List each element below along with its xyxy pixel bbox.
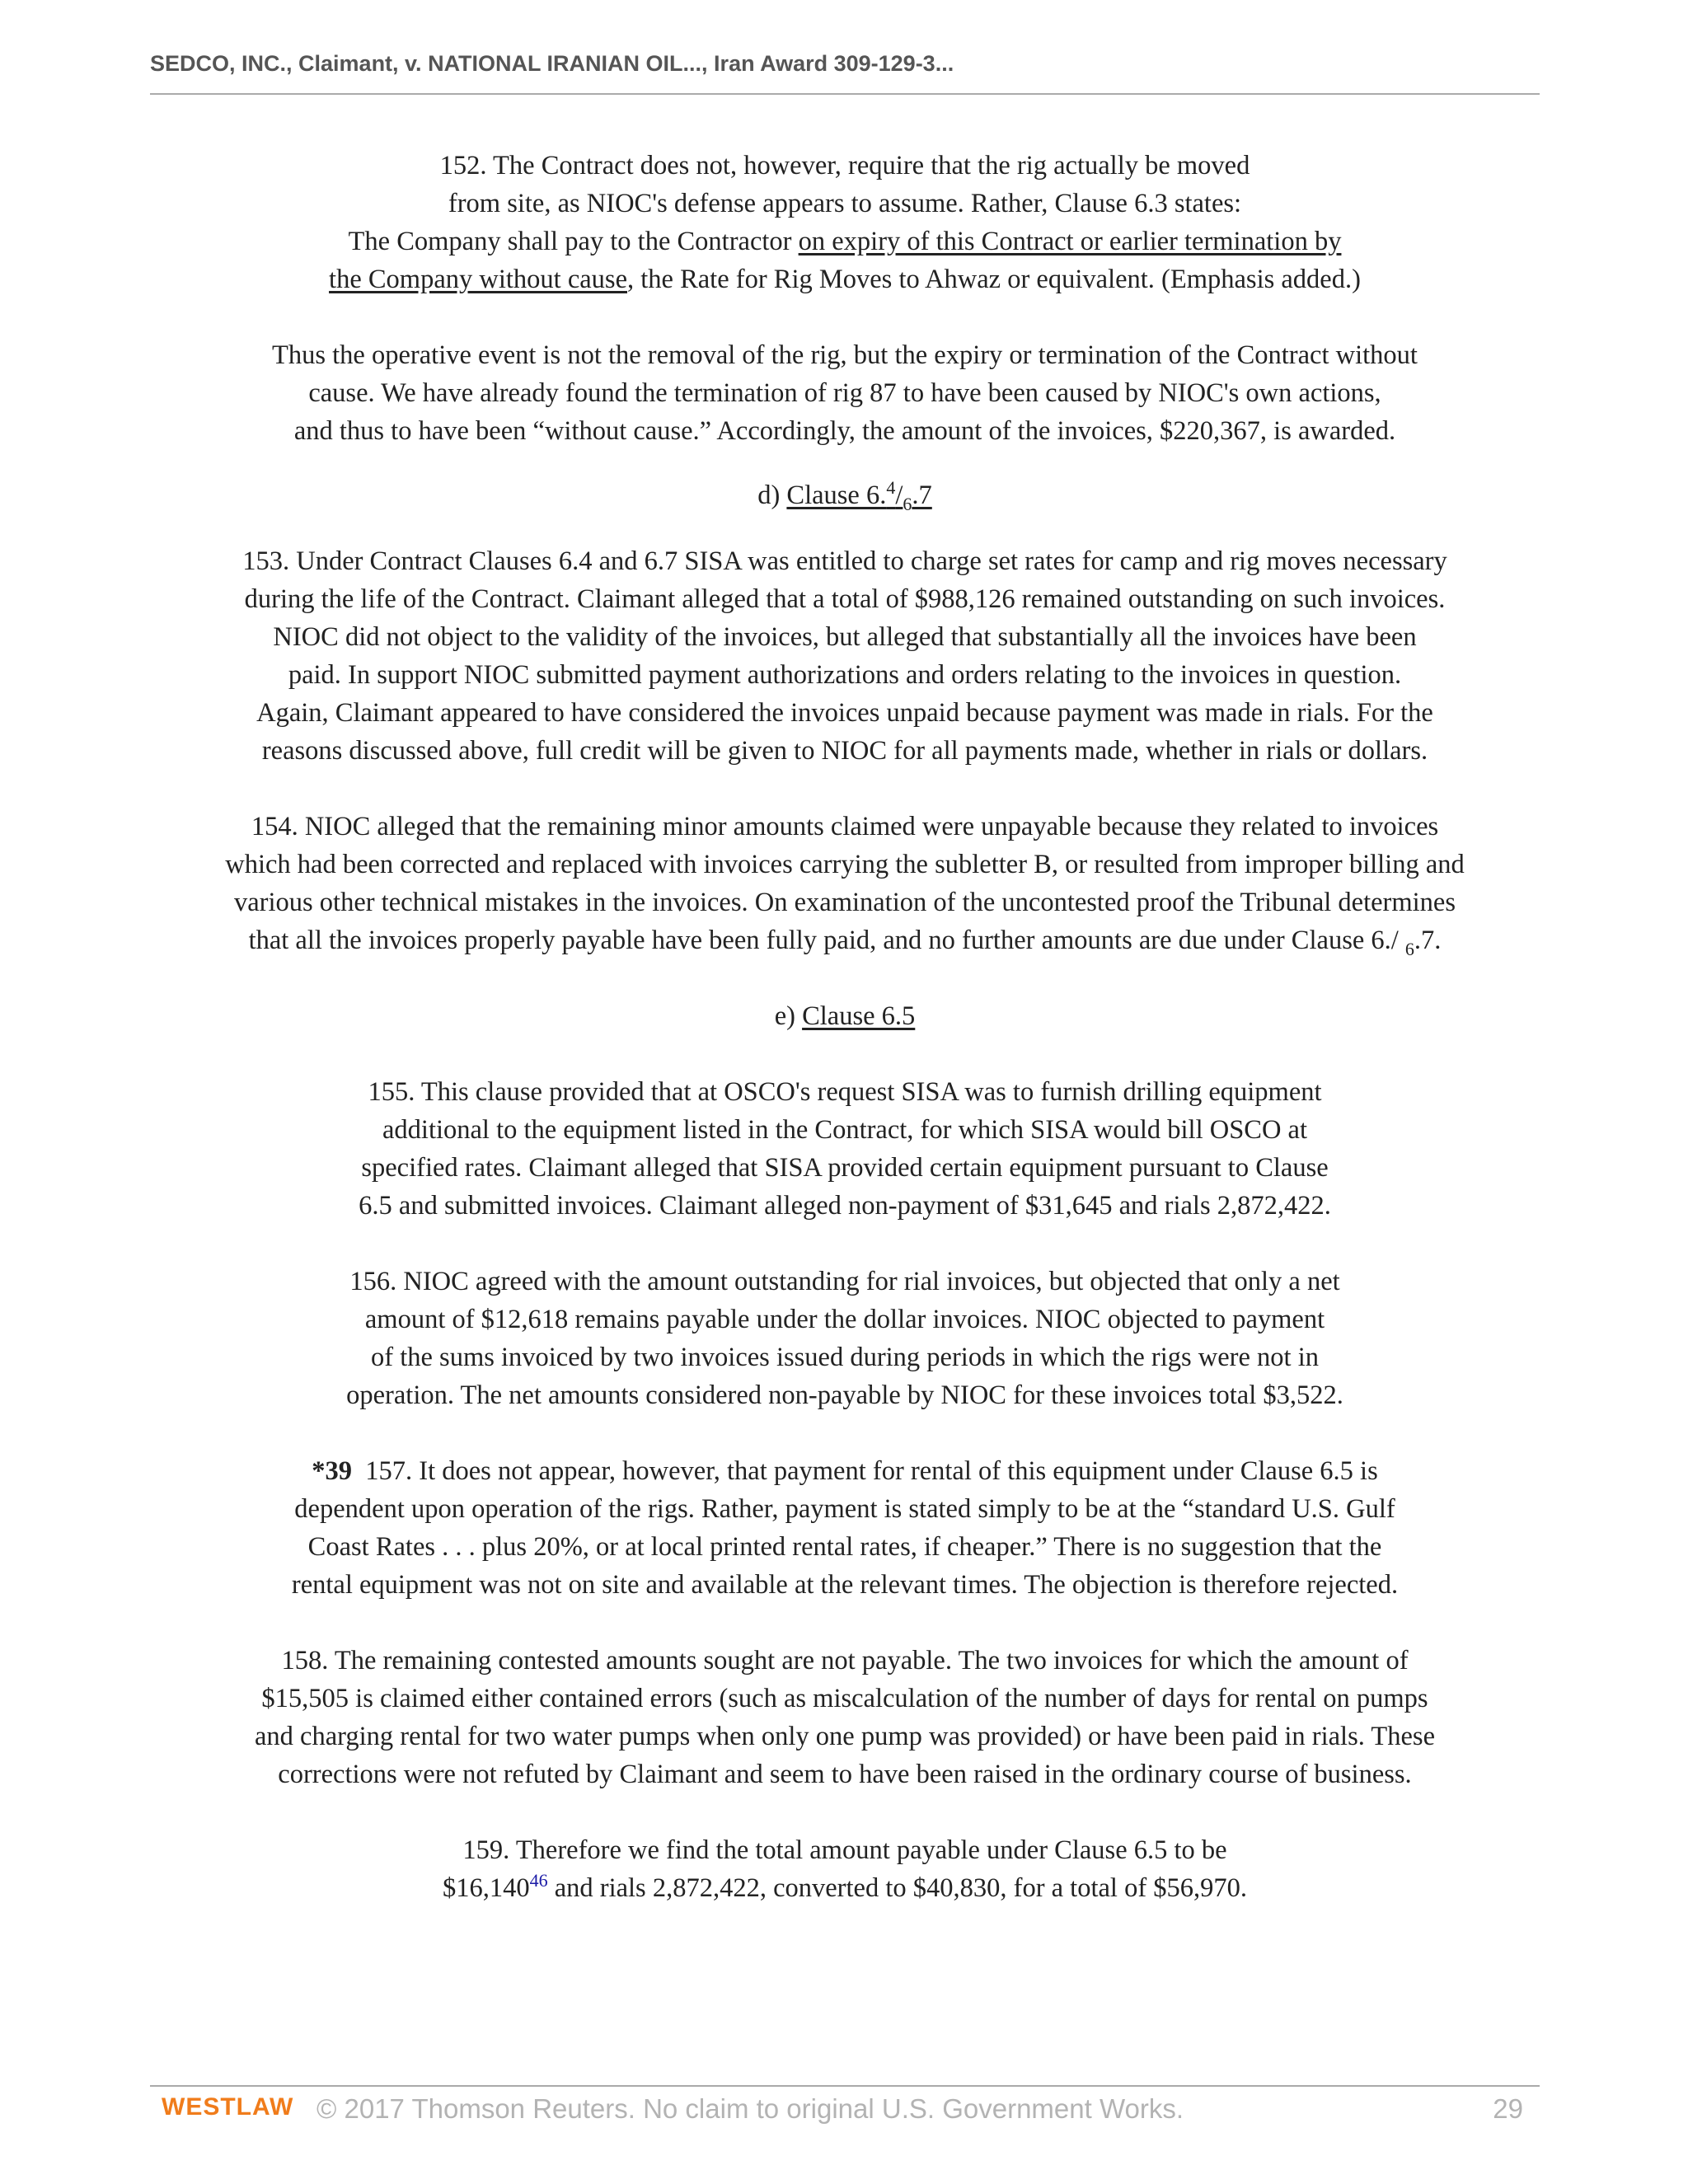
quote-text: , the Rate for Rig Moves to Ahwaz or equivalent. (Emphasis added.) — [627, 265, 1361, 294]
paragraph-line: during the life of the Contract. Claimant alleged that a total of $988,126 remained outstanding on such invoices. — [244, 584, 1446, 614]
document-body — [150, 147, 1540, 1907]
paragraph-line: Again, Claimant appeared to have considered the invoices unpaid because payment was made in rials. For the — [256, 698, 1433, 728]
subscript: 6 — [903, 494, 912, 514]
paragraph-152 — [150, 147, 1540, 298]
paragraph-158 — [150, 1642, 1540, 1793]
paragraph-line: 156. NIOC agreed with the amount outstanding for rial invoices, but objected that only a net — [349, 1267, 1340, 1296]
footer-divider — [150, 2085, 1540, 2087]
paragraph-153 — [150, 542, 1540, 770]
paragraph-154 — [150, 808, 1540, 959]
paragraph-line — [150, 223, 1540, 260]
paragraph-line: rental equipment was not on site and available at the relevant times. The objection is therefore rejected. — [291, 1570, 1399, 1600]
document-footer — [150, 2093, 1540, 2126]
paragraph-155 — [150, 1073, 1540, 1225]
paragraph-line: that all the invoices properly payable have been fully paid, and no further amounts are due under Clause 6./ $_6$.7. — [248, 926, 1442, 959]
paragraph-line: amount of $12,618 remains payable under the dollar invoices. NIOC objected to payment — [364, 1305, 1325, 1334]
heading-line — [150, 476, 1540, 514]
paragraph-156 — [150, 1263, 1540, 1414]
paragraph-line: operation. The net amounts considered non-payable by NIOC for these invoices total $3,522. — [346, 1380, 1343, 1410]
paragraph-line: which had been corrected and replaced with invoices carrying the subletter B, or resulted from improper billing and — [225, 850, 1465, 879]
paragraph-line: Thus the operative event is not the removal of the rig, but the expiry or termination of the Contract without — [272, 340, 1418, 370]
paragraph-line: of the sums invoiced by two invoices issued during periods in which the rigs were not in — [371, 1343, 1319, 1372]
footnote-marker: 4 — [886, 477, 896, 498]
section-heading-e — [150, 997, 1540, 1035]
paragraph-line: 6.5 and submitted invoices. Claimant alleged non-payment of $31,645 and rials 2,872,422. — [359, 1191, 1331, 1221]
paragraph-line: Coast Rates . . . plus 20%, or at local printed rental rates, if cheaper.” There is no suggestion that the — [307, 1532, 1382, 1562]
document-header: SEDCO, INC., Claimant, v. NATIONAL IRANIAN OIL..., Iran Award 309-129-3... — [150, 51, 954, 76]
star-page-marker: *39 — [312, 1456, 353, 1486]
paragraph-line: specified rates. Claimant alleged that SISA provided certain equipment pursuant to Clause — [361, 1153, 1329, 1183]
page-number: 29 — [1493, 2093, 1523, 2124]
paragraph-line: *39 157. It does not appear, however, that payment for rental of this equipment under Clause 6.5 is — [312, 1456, 1378, 1486]
paragraph-line: from site, as NIOC's defense appears to assume. Rather, Clause 6.3 states: — [448, 189, 1242, 218]
paragraph-line: 153. Under Contract Clauses 6.4 and 6.7 SISA was entitled to charge set rates for camp and rig moves necessary — [242, 546, 1447, 576]
paragraph-line: paid. In support NIOC submitted payment authorizations and orders relating to the invoices in question. — [288, 660, 1402, 690]
clause-link[interactable]: Clause $6.^4/_6.7$ — [786, 477, 932, 514]
paragraph-line: 152. The Contract does not, however, require that the rig actually be moved — [439, 151, 1250, 180]
paragraph-line: additional to the equipment listed in the Contract, for which SISA would bill OSCO at — [382, 1115, 1308, 1145]
heading-line — [150, 997, 1540, 1035]
header-divider — [150, 93, 1540, 95]
paragraph-line: and charging rental for two water pumps when only one pump was provided) or have been paid in rials. These — [254, 1722, 1435, 1751]
paragraph-line: 154. NIOC alleged that the remaining minor amounts claimed were unpayable because they related to invoices — [251, 812, 1439, 841]
paragraph-line: 155. This clause provided that at OSCO's request SISA was to furnish drilling equipment — [368, 1077, 1322, 1107]
paragraph-line: NIOC did not object to the validity of the invoices, but alleged that substantially all the invoices have been — [273, 622, 1417, 652]
paragraph-line: 159. Therefore we find the total amount payable under Clause 6.5 to be — [462, 1835, 1227, 1865]
footnote-link[interactable]: 46 — [529, 1870, 548, 1891]
heading-prefix: e) — [774, 1001, 803, 1031]
paragraph-line: various other technical mistakes in the invoices. On examination of the uncontested proof the Tribunal determines — [233, 888, 1456, 917]
paragraph-line: $16,140$^{46}$ and rials 2,872,422, converted to $40,830, for a total of $56,970. — [442, 1870, 1248, 1903]
paragraph-line: corrections were not refuted by Claimant and seem to have been raised in the ordinary course of business. — [278, 1760, 1412, 1789]
heading-prefix: d) — [757, 480, 787, 510]
paragraph-line: dependent upon operation of the rigs. Rather, payment is stated simply to be at the “standard U.S. Gulf — [294, 1494, 1395, 1524]
paragraph-line: 158. The remaining contested amounts sought are not payable. The two invoices for which the amount of — [281, 1646, 1409, 1675]
copyright-notice: © 2017 Thomson Reuters. No claim to original U.S. Government Works. — [316, 2093, 1184, 2124]
paragraph-line: cause. We have already found the termination of rig 87 to have been caused by NIOC's own actions, — [308, 378, 1381, 408]
quote-text: The Company shall pay to the Contractor — [348, 227, 799, 256]
paragraph-line — [150, 260, 1540, 298]
paragraph-157 — [150, 1452, 1540, 1604]
paragraph-line: $15,505 is claimed either contained errors (such as miscalculation of the number of days for rental on pumps — [261, 1684, 1428, 1713]
section-heading-d — [150, 476, 1540, 514]
paragraph-159 — [150, 1831, 1540, 1907]
paragraph-line: reasons discussed above, full credit will be given to NIOC for all payments made, whether in rials or dollars. — [261, 736, 1428, 766]
clause-link[interactable]: Clause 6.5 — [802, 1001, 916, 1031]
emphasized-text: on expiry of this Contract or earlier termination by — [798, 227, 1342, 256]
westlaw-logo: WESTLAW — [162, 2093, 294, 2121]
subscript: 6 — [1404, 939, 1414, 959]
paragraph-thus — [150, 336, 1540, 450]
emphasized-text: the Company without cause — [329, 265, 627, 294]
paragraph-line: and thus to have been “without cause.” Accordingly, the amount of the invoices, $220,367, is awarded. — [293, 416, 1396, 446]
